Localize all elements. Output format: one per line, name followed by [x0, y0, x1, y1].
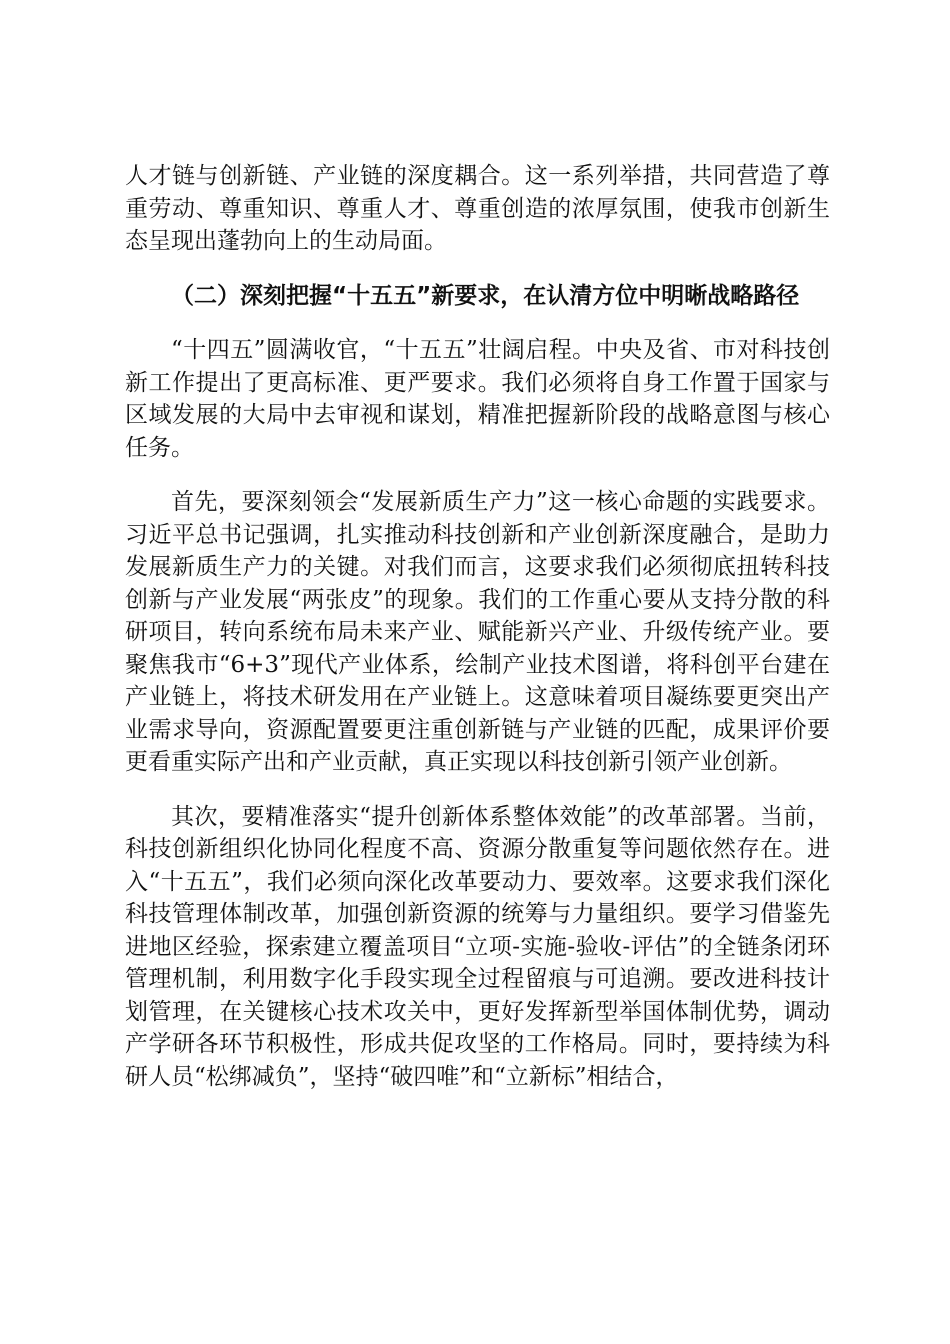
document-body — [125, 160, 830, 1115]
section-heading: （二）深刻把握“十五五”新要求，在认清方位中明晰战略路径 — [171, 282, 800, 309]
paragraph-intro: “十四五”圆满收官，“十五五”壮阔启程。中央及省、市对科技创新工作提出了更高标准、更严要求。我们必须将自身工作置于国家与区域发展的大局中去审视和谋划，精准把握新阶段的战略意图与核心任务。 — [125, 337, 830, 461]
paragraph-first: 首先，要深刻领会“发展新质生产力”这一核心命题的实践要求。习近平总书记强调，扎实推动科技创新和产业创新深度融合，是助力发展新质生产力的关键。对我们而言，这要求我们必须彻底扭转科技创新与产业发展“两张皮”的现象。我们的工作重心要从支持分散的科研项目，转向系统布局未来产业、赋能新兴产业、升级传统产业。要聚焦我市“6+3”现代产业体系，绘制产业技术图谱，将科创平台建在产业链上，将技术研发用在产业链上。这意味着项目凝练要更突出产业需求导向，资源配置要更注重创新链与产业链的匹配，成果评价要更看重实际产出和产业贡献，真正实现以科技创新引领产业创新。 — [125, 489, 830, 775]
paragraph-continuation: 人才链与创新链、产业链的深度耦合。这一系列举措，共同营造了尊重劳动、尊重知识、尊重人才、尊重创造的浓厚氛围，使我市创新生态呈现出蓬勃向上的生动局面。 — [125, 163, 830, 254]
paragraph-second: 其次，要精准落实“提升创新体系整体效能”的改革部署。当前，科技创新组织化协同化程度不高、资源分散重复等问题依然存在。进入“十五五”，我们必须向深化改革要动力、要效率。这要求我们深化科技管理体制改革，加强创新资源的统筹与力量组织。要学习借鉴先进地区经验，探索建立覆盖项目“立项-实施-验收-评估”的全链条闭环管理机制，利用数字化手段实现全过程留痕与可追溯。要改进科技计划管理，在关键核心技术攻关中，更好发挥新型举国体制优势，调动产学研各环节积极性，形成共促攻坚的工作格局。同时，要持续为科研人员“松绑减负”，坚持“破四唯”和“立新标”相结合， — [125, 803, 830, 1090]
